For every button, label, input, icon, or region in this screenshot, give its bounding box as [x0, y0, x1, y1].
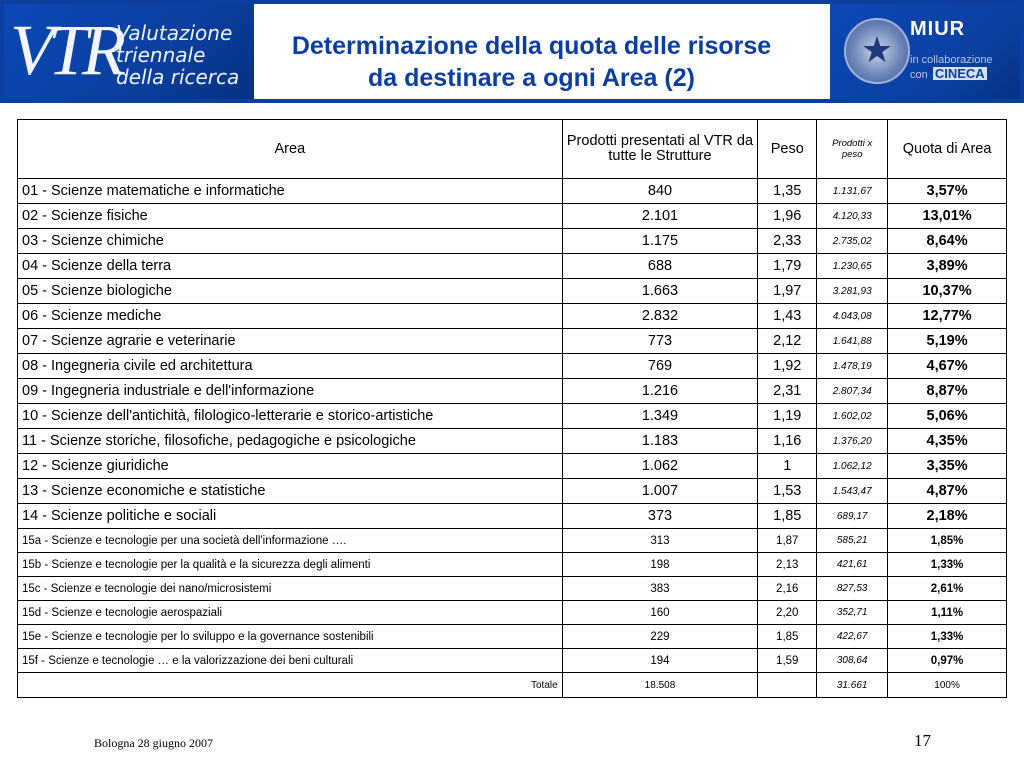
cell-area: 08 - Ingegneria civile ed architettura [18, 354, 563, 379]
cell-prodotti: 773 [562, 329, 758, 354]
title-line-1: Determinazione della quota delle risorse [291, 32, 772, 60]
cell-peso: 1,43 [758, 304, 817, 329]
cell-area: 01 - Scienze matematiche e informatiche [18, 179, 563, 204]
cell-area: 14 - Scienze politiche e sociali [18, 504, 563, 529]
cell-prodotti: 840 [562, 179, 758, 204]
cell-quota: 8,64% [888, 229, 1007, 254]
table-row [18, 179, 1007, 204]
cell-area: 15e - Scienze e tecnologie per lo sviluppo e la governance sostenibili [18, 625, 563, 649]
cell-area: 06 - Scienze mediche [18, 304, 563, 329]
cell-quota: 4,87% [888, 479, 1007, 504]
cell-prodotti: 383 [562, 577, 758, 601]
cell-peso: 1,85 [758, 625, 817, 649]
cell-prodotti-peso: 1.602,02 [817, 404, 888, 429]
table-row [18, 649, 1007, 673]
cell-prodotti-peso: 1.478,19 [817, 354, 888, 379]
cell-prodotti-peso: 308,64 [817, 649, 888, 673]
cell-peso: 1,16 [758, 429, 817, 454]
table-row [18, 454, 1007, 479]
cell-prodotti-peso: 1.062,12 [817, 454, 888, 479]
vtr-logo-mark: VTR [10, 10, 121, 90]
cell-peso: 1,92 [758, 354, 817, 379]
cell-prodotti-peso: 689,17 [817, 504, 888, 529]
cell-peso: 2,20 [758, 601, 817, 625]
table-row [18, 229, 1007, 254]
cell-peso: 1,96 [758, 204, 817, 229]
cineca-logo: CINECA [934, 66, 985, 81]
cell-peso: 2,33 [758, 229, 817, 254]
cell-prodotti-peso: 1.230,65 [817, 254, 888, 279]
cell-area: 15f - Scienze e tecnologie … e la valorizzazione dei beni culturali [18, 649, 563, 673]
title-line-2: da destinare a ogni Area (2) [368, 64, 695, 92]
cell-prodotti-peso: 421,61 [817, 553, 888, 577]
cell-peso: 1,59 [758, 649, 817, 673]
cell-prodotti-peso: 827,53 [817, 577, 888, 601]
table-row [18, 204, 1007, 229]
cell-peso: 2,12 [758, 329, 817, 354]
cell-area: 05 - Scienze biologiche [18, 279, 563, 304]
cell-peso [758, 673, 817, 698]
cell-prodotti: 1.216 [562, 379, 758, 404]
header-area: Area [18, 120, 563, 179]
cell-quota: 1,33% [888, 553, 1007, 577]
table-row [18, 379, 1007, 404]
header-prodotti: Prodotti presentati al VTR da tutte le Strutture [562, 120, 758, 179]
cell-prodotti: 2.101 [562, 204, 758, 229]
vtr-logo-text: Valutazione triennale della ricerca [116, 21, 240, 89]
cell-prodotti-peso: 1.641,88 [817, 329, 888, 354]
cell-peso: 2,13 [758, 553, 817, 577]
cell-peso: 1,35 [758, 179, 817, 204]
cell-quota: 1,33% [888, 625, 1007, 649]
cell-quota: 12,77% [888, 304, 1007, 329]
cell-peso: 1,19 [758, 404, 817, 429]
cell-prodotti-peso: 2.807,34 [817, 379, 888, 404]
cell-quota: 2,18% [888, 504, 1007, 529]
cell-area: 15b - Scienze e tecnologie per la qualità e la sicurezza degli alimenti [18, 553, 563, 577]
cell-prodotti: 2.832 [562, 304, 758, 329]
cell-prodotti: 1.175 [562, 229, 758, 254]
table-row [18, 429, 1007, 454]
cell-peso: 1,85 [758, 504, 817, 529]
cell-area: 15a - Scienze e tecnologie per una società dell'informazione …. [18, 529, 563, 553]
header-inner [4, 4, 1020, 99]
cell-quota: 13,01% [888, 204, 1007, 229]
table-row [18, 304, 1007, 329]
vtr-logo [4, 4, 254, 99]
cell-prodotti: 688 [562, 254, 758, 279]
cell-quota: 3,35% [888, 454, 1007, 479]
cell-quota: 10,37% [888, 279, 1007, 304]
header-quota: Quota di Area [888, 120, 1007, 179]
table-row [18, 479, 1007, 504]
cell-prodotti-peso: 422,67 [817, 625, 888, 649]
cell-prodotti: 1.663 [562, 279, 758, 304]
header-prodotti-peso: Prodotti x peso [817, 120, 888, 179]
slide-header [0, 0, 1024, 103]
cell-peso: 1,97 [758, 279, 817, 304]
cell-prodotti-peso: 1.376,20 [817, 429, 888, 454]
cell-prodotti-peso: 31.661 [817, 673, 888, 698]
cell-prodotti: 1.183 [562, 429, 758, 454]
cell-quota: 3,89% [888, 254, 1007, 279]
cell-prodotti: 160 [562, 601, 758, 625]
table-header-row [18, 120, 1007, 179]
footer-date: Bologna 28 giugno 2007 [94, 736, 213, 750]
cell-prodotti: 1.349 [562, 404, 758, 429]
cell-prodotti: 194 [562, 649, 758, 673]
cell-prodotti: 229 [562, 625, 758, 649]
cell-area: 15d - Scienze e tecnologie aerospaziali [18, 601, 563, 625]
table-row [18, 279, 1007, 304]
cell-area: 12 - Scienze giuridiche [18, 454, 563, 479]
header-peso: Peso [758, 120, 817, 179]
cell-prodotti-peso: 1.543,47 [817, 479, 888, 504]
slide-title [254, 30, 809, 94]
cell-quota: 2,61% [888, 577, 1007, 601]
cell-area: 07 - Scienze agrarie e veterinarie [18, 329, 563, 354]
miur-logo [830, 4, 1020, 99]
cell-quota: 0,97% [888, 649, 1007, 673]
cell-quota: 8,87% [888, 379, 1007, 404]
table-row [18, 354, 1007, 379]
table-row [18, 504, 1007, 529]
cell-prodotti-peso: 352,71 [817, 601, 888, 625]
cell-area: 10 - Scienze dell'antichità, filologico-letterarie e storico-artistiche [18, 404, 563, 429]
cell-peso: 1,87 [758, 529, 817, 553]
cell-prodotti-peso: 1.131,67 [817, 179, 888, 204]
table-row [18, 529, 1007, 553]
cell-prodotti: 18.508 [562, 673, 758, 698]
cell-peso: 2,16 [758, 577, 817, 601]
cell-area: 04 - Scienze della terra [18, 254, 563, 279]
table-row [18, 601, 1007, 625]
cell-prodotti: 1.062 [562, 454, 758, 479]
cell-peso: 2,31 [758, 379, 817, 404]
cell-area: 13 - Scienze economiche e statistiche [18, 479, 563, 504]
cell-quota: 3,57% [888, 179, 1007, 204]
cell-prodotti: 198 [562, 553, 758, 577]
quota-table [17, 119, 1007, 698]
cell-quota: 100% [888, 673, 1007, 698]
cell-area: 11 - Scienze storiche, filosofiche, pedagogiche e psicologiche [18, 429, 563, 454]
cell-area: 02 - Scienze fisiche [18, 204, 563, 229]
cell-peso: 1 [758, 454, 817, 479]
table-total-row [18, 673, 1007, 698]
cell-prodotti-peso: 2.735,02 [817, 229, 888, 254]
table-row [18, 577, 1007, 601]
cell-prodotti-peso: 4.120,33 [817, 204, 888, 229]
cell-quota: 4,67% [888, 354, 1007, 379]
miur-name: MIUR [910, 18, 966, 40]
miur-collaboration: in collaborazione con CINECA [910, 54, 993, 81]
table-row [18, 553, 1007, 577]
cell-area: 15c - Scienze e tecnologie dei nano/microsistemi [18, 577, 563, 601]
cell-area: 03 - Scienze chimiche [18, 229, 563, 254]
cell-area: Totale [18, 673, 563, 698]
cell-quota: 5,06% [888, 404, 1007, 429]
cell-prodotti-peso: 3.281,93 [817, 279, 888, 304]
cell-quota: 1,11% [888, 601, 1007, 625]
republic-emblem-icon: ★ [844, 18, 910, 84]
table-row [18, 254, 1007, 279]
cell-peso: 1,53 [758, 479, 817, 504]
page-number: 17 [914, 731, 931, 750]
cell-prodotti: 1.007 [562, 479, 758, 504]
table-row [18, 329, 1007, 354]
cell-prodotti: 313 [562, 529, 758, 553]
cell-prodotti-peso: 4.043,08 [817, 304, 888, 329]
table-row [18, 404, 1007, 429]
cell-quota: 4,35% [888, 429, 1007, 454]
cell-area: 09 - Ingegneria industriale e dell'informazione [18, 379, 563, 404]
cell-quota: 5,19% [888, 329, 1007, 354]
cell-quota: 1,85% [888, 529, 1007, 553]
table-row [18, 625, 1007, 649]
cell-prodotti: 769 [562, 354, 758, 379]
cell-peso: 1,79 [758, 254, 817, 279]
cell-prodotti-peso: 585,21 [817, 529, 888, 553]
cell-prodotti: 373 [562, 504, 758, 529]
